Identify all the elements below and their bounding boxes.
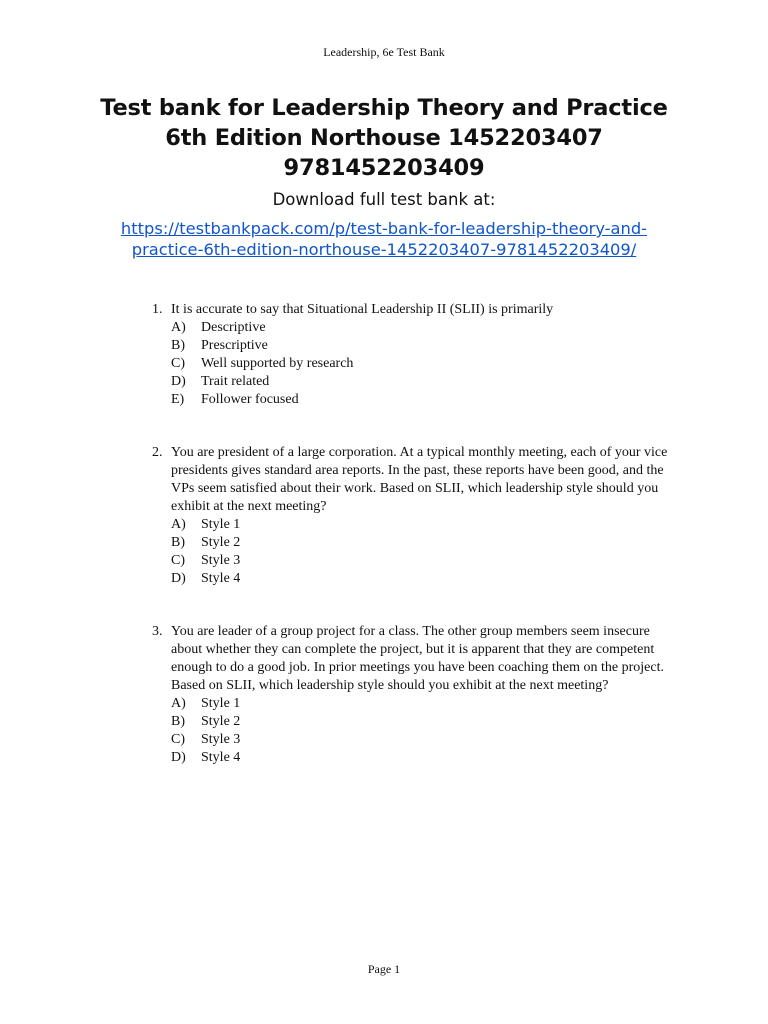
question-spacer bbox=[152, 588, 682, 623]
choice-letter: A) bbox=[171, 320, 186, 335]
question-body bbox=[171, 444, 682, 588]
choice-text: Descriptive bbox=[201, 320, 266, 335]
question-number: 3. bbox=[152, 624, 163, 639]
choice-text: Style 4 bbox=[201, 750, 241, 765]
question-3 bbox=[152, 623, 682, 767]
running-header: Leadership, 6e Test Bank bbox=[323, 45, 445, 59]
question-1 bbox=[152, 301, 682, 409]
choice-item bbox=[171, 534, 682, 552]
question-text: It is accurate to say that Situational Leadership II (SLII) is primarily bbox=[171, 302, 554, 317]
choice-text: Style 2 bbox=[201, 535, 241, 550]
document-title bbox=[60, 93, 708, 183]
choice-text: Style 1 bbox=[201, 517, 241, 532]
choice-item bbox=[171, 695, 682, 713]
choice-item bbox=[171, 373, 682, 391]
download-link-line-2: practice-6th-edition-northouse-1452203407-9781452203409/ bbox=[131, 240, 637, 259]
choice-list bbox=[171, 695, 682, 767]
choice-item bbox=[171, 319, 682, 337]
choice-text: Style 2 bbox=[201, 714, 241, 729]
choice-letter: A) bbox=[171, 517, 186, 532]
question-2 bbox=[152, 444, 682, 588]
question-spacer bbox=[152, 409, 682, 444]
choice-letter: A) bbox=[171, 696, 186, 711]
download-label: Download full test bank at: bbox=[272, 190, 496, 209]
choice-item bbox=[171, 355, 682, 373]
choice-text: Well supported by research bbox=[201, 356, 354, 371]
download-link[interactable] bbox=[80, 218, 688, 260]
choice-item bbox=[171, 731, 682, 749]
choice-letter: C) bbox=[171, 553, 185, 568]
choice-list bbox=[171, 516, 682, 588]
choice-letter: D) bbox=[171, 571, 186, 586]
question-body bbox=[171, 301, 682, 409]
title-line-2: 6th Edition Northouse 1452203407 bbox=[165, 125, 603, 151]
choice-item bbox=[171, 749, 682, 767]
title-line-3: 9781452203409 bbox=[283, 155, 485, 181]
question-number: 1. bbox=[152, 302, 163, 317]
question-body bbox=[171, 623, 682, 767]
choice-text: Follower focused bbox=[201, 392, 299, 407]
choice-letter: B) bbox=[171, 535, 185, 550]
choice-text: Prescriptive bbox=[201, 338, 268, 353]
title-line-1: Test bank for Leadership Theory and Practice bbox=[100, 95, 668, 121]
choice-letter: B) bbox=[171, 338, 185, 353]
choice-letter: B) bbox=[171, 714, 185, 729]
choice-item bbox=[171, 516, 682, 534]
question-number: 2. bbox=[152, 445, 163, 460]
choice-text: Trait related bbox=[201, 374, 270, 389]
question-text: You are leader of a group project for a class. The other group members seem insecure about whether they can complete the project, but it is apparent that they are competent enough to do a good job. In prior meetings you have been coaching them on the project. Based on SLII, which leadership style should you exhibit at the next meeting? bbox=[171, 624, 664, 693]
choice-letter: E) bbox=[171, 392, 185, 407]
choice-item bbox=[171, 713, 682, 731]
choice-letter: D) bbox=[171, 374, 186, 389]
choice-list bbox=[171, 319, 682, 409]
question-list bbox=[152, 301, 682, 767]
choice-item bbox=[171, 391, 682, 409]
choice-text: Style 1 bbox=[201, 696, 241, 711]
choice-letter: C) bbox=[171, 356, 185, 371]
choice-item bbox=[171, 570, 682, 588]
choice-text: Style 3 bbox=[201, 732, 241, 747]
page-number: Page 1 bbox=[367, 962, 401, 976]
choice-text: Style 4 bbox=[201, 571, 241, 586]
choice-letter: C) bbox=[171, 732, 185, 747]
question-text: You are president of a large corporation. At a typical monthly meeting, each of your vice presidents gives standard area reports. In the past, these reports have been good, and the VPs seem satisfied about their work. Based on SLII, which leadership style should you exhibit at the next meeting? bbox=[171, 445, 668, 514]
choice-item bbox=[171, 552, 682, 570]
choice-text: Style 3 bbox=[201, 553, 241, 568]
download-link-line-1: https://testbankpack.com/p/test-bank-for-leadership-theory-and- bbox=[120, 219, 648, 238]
choice-item bbox=[171, 337, 682, 355]
choice-letter: D) bbox=[171, 750, 186, 765]
